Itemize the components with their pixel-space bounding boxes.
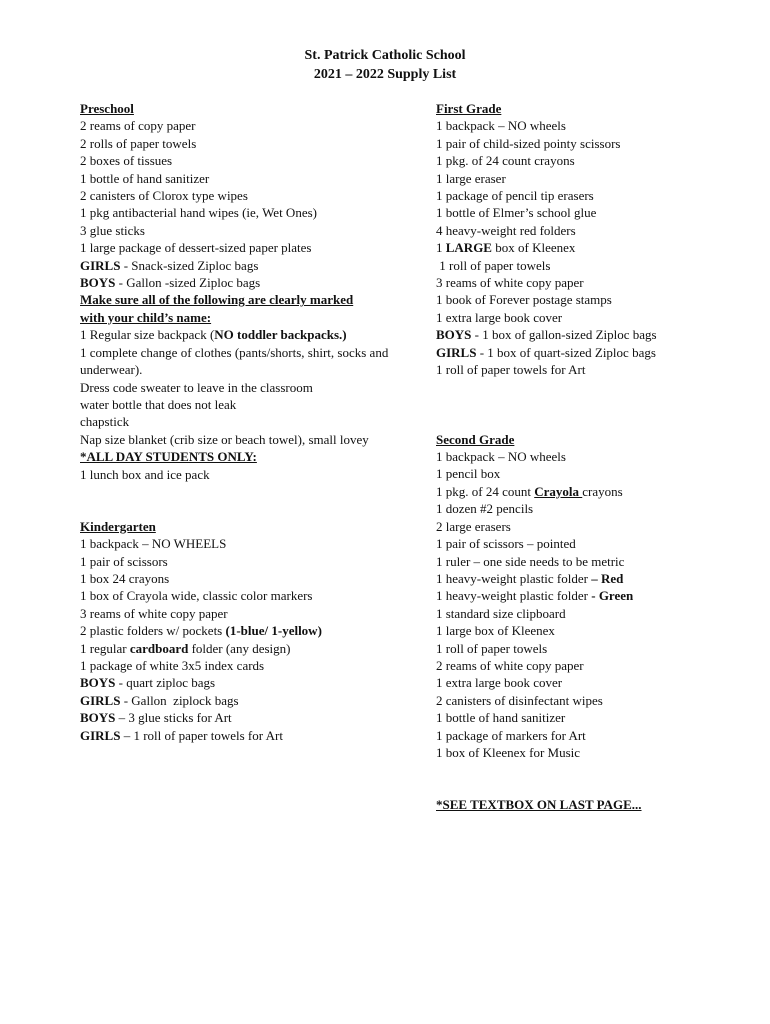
item-text: - Gallon -sized Ziploc bags — [115, 275, 261, 291]
item-text: 1 box 24 crayons — [80, 570, 170, 586]
item-text: (1-blue/ 1-yellow) — [225, 623, 322, 639]
item-text: 1 heavy-weight plastic folder — [436, 588, 592, 604]
item-text: 1 package of markers for Art — [436, 727, 586, 743]
list-item — [80, 431, 420, 448]
list-item — [436, 170, 736, 187]
item-text: crayons — [582, 483, 623, 499]
list-item — [436, 727, 736, 744]
list-item — [80, 379, 420, 396]
item-text: 1 large box of Kleenex — [436, 623, 555, 639]
item-text: GIRLS — [436, 344, 477, 360]
item-text: 1 backpack – NO WHEELS — [80, 536, 227, 552]
item-text: 1 standard size clipboard — [436, 605, 566, 621]
item-text: water bottle that does not leak — [80, 396, 237, 412]
item-text: GIRLS — [80, 692, 121, 708]
list-item — [436, 605, 736, 622]
first-grade-heading: First Grade — [436, 101, 502, 116]
second-grade-heading: Second Grade — [436, 431, 515, 447]
list-item — [436, 640, 736, 657]
item-text: 1 package of white 3x5 index cards — [80, 657, 265, 673]
item-text: 1 large package of dessert-sized paper plates — [80, 240, 312, 256]
supply-list-title: 2021 – 2022 Supply List — [313, 67, 457, 82]
item-text: 1 pair of scissors – pointed — [436, 536, 576, 552]
item-text: 1 Regular size backpack ( — [80, 327, 215, 343]
item-text: 3 reams of white copy paper — [80, 605, 228, 621]
item-text: 2 plastic folders w/ pockets — [80, 623, 226, 639]
item-text: 2 canisters of disinfectant wipes — [436, 692, 603, 708]
item-text: 1 pair of child-sized pointy scissors — [436, 135, 621, 151]
list-item — [80, 396, 420, 413]
item-text: GIRLS — [80, 727, 121, 743]
list-item — [80, 674, 420, 691]
item-text: 3 glue sticks — [80, 222, 145, 238]
list-item — [436, 448, 736, 465]
item-text: 1 backpack – NO wheels — [436, 118, 566, 134]
item-text: 1 — [436, 240, 446, 256]
item-text: 3 reams of white copy paper — [436, 275, 584, 291]
item-text: 1 pencil box — [436, 466, 501, 482]
item-text: 1 large eraser — [436, 170, 506, 186]
item-text: 1 bottle of hand sanitizer — [80, 170, 210, 186]
list-item — [80, 204, 420, 221]
list-item — [436, 692, 736, 709]
left-column — [80, 100, 420, 744]
list-item — [436, 553, 736, 570]
item-text: 1 package of pencil tip erasers — [436, 188, 594, 204]
item-text: - Green — [591, 588, 634, 604]
item-text: 2 canisters of Clorox type wipes — [80, 188, 248, 204]
list-item — [436, 291, 736, 308]
list-item — [80, 553, 420, 570]
list-item — [80, 222, 420, 239]
kindergarten-heading: Kindergarten — [80, 518, 156, 534]
item-text: LARGE — [445, 240, 492, 256]
second-grade-list — [436, 448, 736, 761]
item-text: - quart ziploc bags — [115, 675, 216, 691]
item-text: 1 bottle of Elmer’s school glue — [436, 205, 597, 221]
item-text: 1 ruler – one side needs to be metric — [436, 553, 625, 569]
list-item — [436, 239, 736, 256]
list-item — [80, 622, 420, 639]
item-text: 1 box of Crayola wide, classic color markers — [80, 588, 313, 604]
kindergarten-list — [80, 535, 420, 744]
all-day-notice: *ALL DAY STUDENTS ONLY: — [80, 449, 257, 465]
item-text: 1 book of Forever postage stamps — [436, 292, 612, 308]
list-item — [80, 152, 420, 169]
item-text: - 1 box of gallon-sized Ziploc bags — [471, 327, 657, 343]
list-item — [436, 187, 736, 204]
list-item — [80, 413, 420, 430]
list-item — [80, 657, 420, 674]
item-text: - Snack-sized Ziploc bags — [120, 257, 259, 273]
item-text: 1 regular — [80, 640, 130, 656]
list-item — [80, 570, 420, 587]
list-item — [436, 570, 736, 587]
list-item — [80, 709, 420, 726]
list-item — [436, 518, 736, 535]
list-item — [80, 326, 420, 343]
item-text: 1 bottle of hand sanitizer — [436, 710, 566, 726]
item-text: – 3 glue sticks for Art — [115, 710, 232, 726]
item-text: Nap size blanket (crib size or beach towel), small lovey — [80, 431, 369, 447]
list-item — [80, 187, 420, 204]
item-text: 4 heavy-weight red folders — [436, 222, 576, 238]
item-text: 2 large erasers — [436, 518, 511, 534]
item-text: Dress code sweater to leave in the classroom — [80, 379, 313, 395]
item-text: folder (any design) — [188, 640, 291, 656]
list-item — [436, 483, 736, 500]
list-item — [436, 117, 736, 134]
school-name: St. Patrick Catholic School — [304, 48, 466, 63]
first-grade-list — [436, 117, 736, 378]
label-notice-continued: with your child’s name: — [80, 309, 212, 325]
list-item — [436, 465, 736, 482]
item-text: 1 dozen #2 pencils — [436, 501, 534, 517]
item-text: 2 reams of copy paper — [80, 118, 196, 134]
list-item — [436, 500, 736, 517]
item-text: box of Kleenex — [491, 240, 576, 256]
item-text: 1 pair of scissors — [80, 553, 168, 569]
list-item — [80, 640, 420, 657]
item-text: - Gallon ziplock bags — [120, 692, 239, 708]
label-notice: Make sure all of the following are clearly marked — [80, 292, 354, 308]
list-item — [436, 135, 736, 152]
item-text: 1 box of Kleenex for Music — [436, 744, 581, 760]
see-textbox-note: *SEE TEXTBOX ON LAST PAGE... — [436, 797, 642, 813]
list-item — [436, 622, 736, 639]
item-text: 1 pkg. of 24 count — [436, 483, 535, 499]
item-text: 1 roll of paper towels — [436, 640, 548, 656]
list-item — [80, 535, 420, 552]
item-text: 1 roll of paper towels — [436, 257, 551, 273]
list-item — [436, 274, 736, 291]
item-text: 1 backpack – NO wheels — [436, 449, 566, 465]
list-item — [436, 709, 736, 726]
item-text: 1 pkg antibacterial hand wipes (ie, Wet Ones) — [80, 205, 317, 221]
item-text: – Red — [591, 570, 624, 586]
item-text: NO toddler backpacks.) — [214, 327, 347, 343]
preschool-marked-list — [80, 326, 420, 448]
list-item — [436, 222, 736, 239]
list-item — [80, 692, 420, 709]
item-text: cardboard — [129, 640, 189, 656]
item-text: 1 extra large book cover — [436, 309, 563, 325]
list-item — [436, 326, 736, 343]
list-item — [436, 361, 736, 378]
item-text: 2 boxes of tissues — [80, 153, 173, 169]
item-text: 2 rolls of paper towels — [80, 135, 197, 151]
list-item — [80, 117, 420, 134]
list-item — [80, 605, 420, 622]
list-item — [80, 466, 420, 483]
list-item — [436, 152, 736, 169]
list-item — [80, 135, 420, 152]
item-text: - 1 box of quart-sized Ziploc bags — [476, 344, 656, 360]
list-item — [80, 257, 420, 274]
right-column — [436, 100, 736, 814]
list-item — [436, 657, 736, 674]
list-item — [80, 274, 420, 291]
list-item — [436, 204, 736, 221]
item-text: 1 complete change of clothes (pants/shorts, shirt, socks and underwear). — [80, 344, 392, 378]
item-text: 2 reams of white copy paper — [436, 657, 584, 673]
item-text: chapstick — [80, 414, 130, 430]
list-item — [80, 239, 420, 256]
preschool-heading: Preschool — [80, 101, 134, 116]
list-item — [80, 727, 420, 744]
item-text: – 1 roll of paper towels for Art — [120, 727, 283, 743]
list-item — [436, 257, 736, 274]
item-text: Crayola — [534, 483, 583, 499]
item-text: 1 pkg. of 24 count crayons — [436, 153, 575, 169]
list-item — [80, 344, 420, 379]
all-day-list — [80, 466, 420, 483]
list-item — [436, 587, 736, 604]
item-text: BOYS — [80, 675, 116, 691]
item-text: BOYS — [80, 710, 116, 726]
item-text: BOYS — [80, 275, 116, 291]
list-item — [80, 170, 420, 187]
list-item — [80, 587, 420, 604]
item-text: BOYS — [436, 327, 472, 343]
item-text: 1 roll of paper towels for Art — [436, 362, 586, 378]
list-item — [436, 744, 736, 761]
list-item — [436, 344, 736, 361]
list-item — [436, 309, 736, 326]
item-text: 1 lunch box and ice pack — [80, 466, 210, 482]
list-item — [436, 674, 736, 691]
item-text: 1 extra large book cover — [436, 675, 563, 691]
preschool-list — [80, 117, 420, 291]
item-text: GIRLS — [80, 257, 121, 273]
item-text: 1 heavy-weight plastic folder — [436, 570, 592, 586]
list-item — [436, 535, 736, 552]
